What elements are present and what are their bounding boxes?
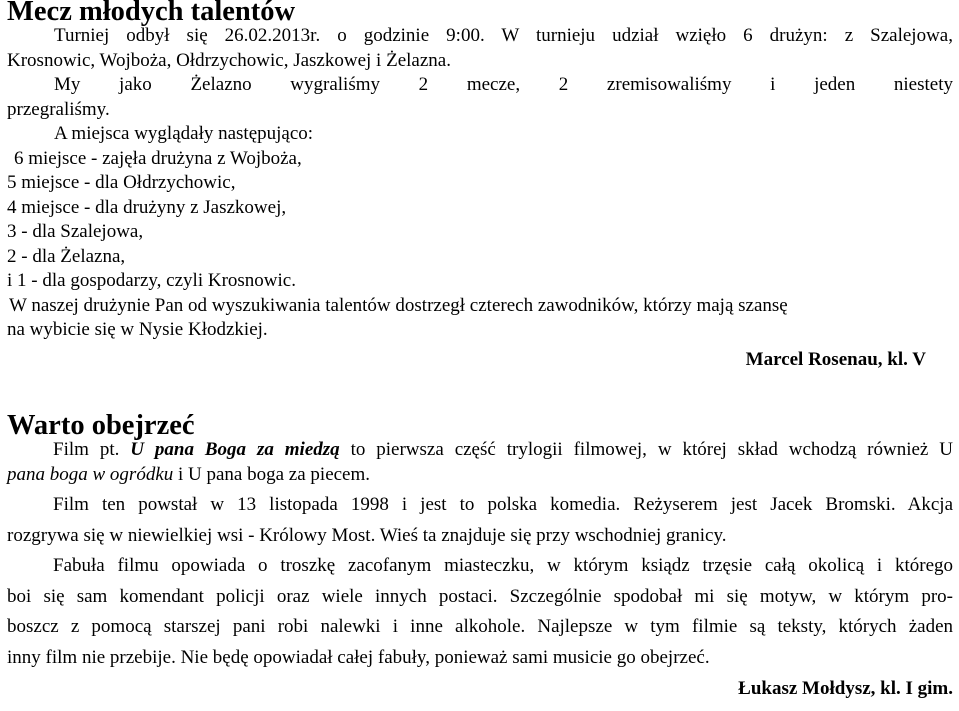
section-gap — [7, 372, 953, 414]
text-run: i U pana boga za piecem. — [173, 463, 371, 485]
paragraph-line: Fabuła filmu opowiada o troszkę zacofanym miasteczku, w którym ksiądz trzęsie całą okolicą i którego — [53, 555, 953, 576]
article-title: Mecz młodych talentów — [7, 0, 296, 27]
paragraph-line: boszcz z pomocą starszej pani robi nalewki i inne alkohole. Najlepsze w tym filmie są teksty, których żaden — [7, 616, 953, 637]
film-title-italic: pana boga w ogródku — [7, 463, 174, 485]
result-item: 4 miejsce - dla drużyny z Jaszkowej, — [7, 196, 287, 218]
author-signature: Łukasz Mołdysz, kl. I gim. — [738, 678, 953, 699]
text-run: to pierwsza część trylogii filmowej, w której skład wchodzą również U — [339, 439, 953, 460]
film-title: U pana Boga za miedzą — [130, 439, 340, 460]
result-item: 6 miejsce - zajęła drużyna z Wojboża, — [14, 147, 302, 169]
result-item: 3 - dla Szalejowa, — [7, 221, 144, 242]
paragraph-line: przegraliśmy. — [7, 98, 110, 120]
result-item: i 1 - dla gospodarzy, czyli Krosnowic. — [7, 270, 296, 291]
paragraph-line: inny film nie przebije. Nie będę opowiadał całej fabuły, ponieważ sami musicie go obejrzeć. — [7, 646, 710, 668]
text-run: Film pt. — [53, 439, 131, 460]
article-title: Warto obejrzeć — [7, 410, 195, 441]
article-film — [7, 410, 953, 702]
paragraph-line: Turniej odbył się 26.02.2013r. o godzinie 9:00. W turnieju udział wzięło 6 drużyn: z Szalejowa, — [54, 25, 953, 46]
article-talents — [7, 0, 953, 372]
paragraph-line: W naszej drużynie Pan od wyszukiwania talentów dostrzegł czterech zawodników, którzy mają szansę — [9, 294, 788, 316]
paragraph-line — [7, 438, 953, 463]
paragraph-line: na wybicie się w Nysie Kłodzkiej. — [7, 319, 268, 340]
result-item: 2 - dla Żelazna, — [7, 245, 126, 267]
paragraph-line: boi się sam komendant policji oraz wiele innych postaci. Szczególnie spodobał mi się motyw, w którym pro- — [7, 585, 953, 607]
results-intro: A miejsca wyglądały następująco: — [54, 123, 314, 144]
paragraph-line: rozgrywa się w niewielkiej wsi - Królowy Most. Wieś ta znajduje się przy wschodniej granicy. — [7, 524, 727, 546]
author-signature: Marcel Rosenau, kl. V — [745, 348, 926, 370]
paragraph-line — [7, 463, 953, 488]
paragraph-line: Krosnowic, Wojboża, Ołdrzychowic, Jaszkowej i Żelazna. — [7, 49, 451, 71]
result-item: 5 miejsce - dla Ołdrzychowic, — [7, 172, 236, 193]
paragraph-line: My jako Żelazno wygraliśmy 2 mecze, 2 zremisowaliśmy i jeden niestety — [54, 74, 953, 95]
paragraph-line: Film ten powstał w 13 listopada 1998 i jest to polska komedia. Reżyserem jest Jacek Bromski. Akcja — [53, 494, 953, 515]
